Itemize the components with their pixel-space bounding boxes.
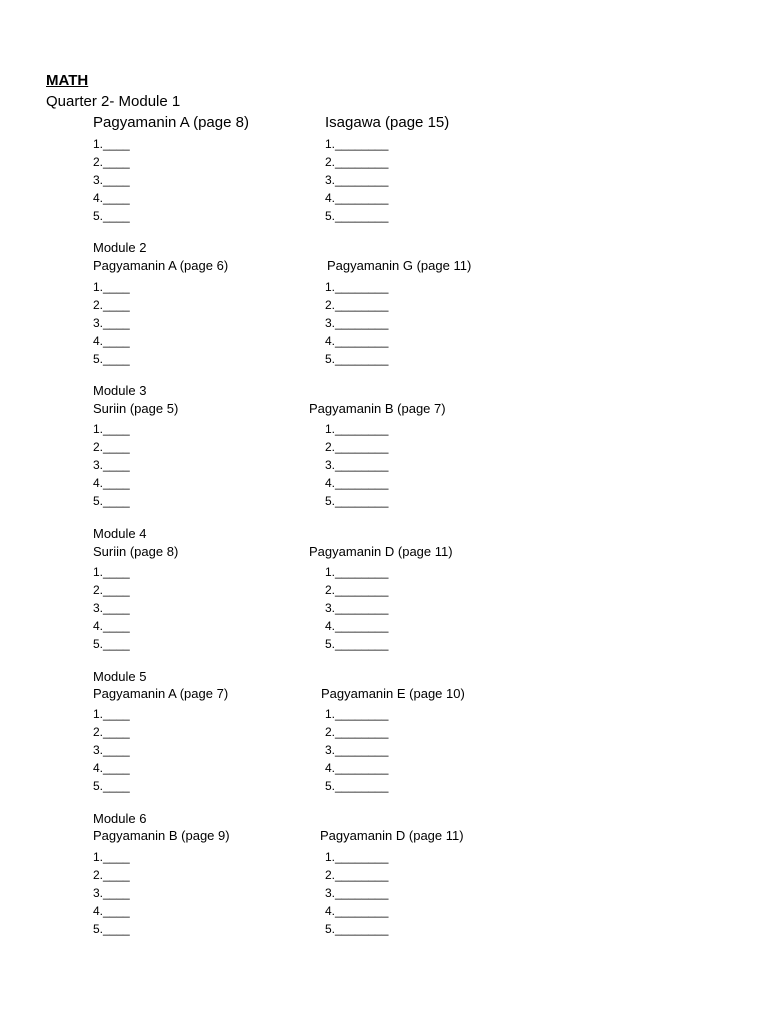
answer-blank[interactable]: 4.____ <box>93 476 130 490</box>
module-5-right-heading: Pagyamanin E (page 10) <box>321 686 465 701</box>
answer-blank[interactable]: 1.____ <box>93 422 130 436</box>
answer-blank[interactable]: 1.________ <box>325 565 389 579</box>
answer-blank[interactable]: 5.________ <box>325 352 389 366</box>
answer-blank[interactable]: 2.________ <box>325 440 389 454</box>
answer-blank[interactable]: 5.____ <box>93 922 130 936</box>
module-1-right-answers <box>325 136 388 226</box>
answer-blank[interactable]: 4.________ <box>325 619 389 633</box>
answer-blank[interactable]: 5.________ <box>325 209 389 223</box>
module-1-right-heading: Isagawa (page 15) <box>325 114 450 131</box>
answer-blank[interactable]: 5.____ <box>93 637 130 651</box>
answer-blank[interactable]: 3.________ <box>325 886 389 900</box>
answer-blank[interactable]: 3.____ <box>93 886 130 900</box>
module-2-right-heading: Pagyamanin G (page 11) <box>327 258 472 273</box>
module-2-left-heading: Pagyamanin A (page 6) <box>93 258 229 273</box>
answer-blank[interactable]: 1.________ <box>325 422 389 436</box>
answer-blank[interactable]: 4.____ <box>93 191 130 205</box>
answer-blank[interactable]: 2.________ <box>325 583 389 597</box>
answer-blank[interactable]: 1.____ <box>93 565 130 579</box>
document-subtitle: Quarter 2- Module 1 <box>46 93 181 110</box>
module-1-left-heading: Pagyamanin A (page 8) <box>93 114 249 131</box>
answer-blank[interactable]: 1.____ <box>93 850 130 864</box>
answer-blank[interactable]: 1.____ <box>93 280 130 294</box>
module-2-label: Module 2 <box>93 240 147 255</box>
answer-blank[interactable]: 3.____ <box>93 316 130 330</box>
answer-blank[interactable]: 4.____ <box>93 904 130 918</box>
module-1-left-answers <box>93 136 130 226</box>
module-4-right-heading: Pagyamanin D (page 11) <box>309 544 453 559</box>
answer-blank[interactable]: 2.____ <box>93 155 130 169</box>
module-3-left-answers <box>93 421 130 511</box>
module-3-left-heading: Suriin (page 5) <box>93 401 179 416</box>
answer-blank[interactable]: 2.____ <box>93 298 130 312</box>
answer-blank[interactable]: 4.________ <box>325 476 389 490</box>
module-5-label: Module 5 <box>93 669 147 684</box>
document-title: MATH <box>46 72 89 89</box>
module-3-right-answers <box>325 421 388 511</box>
answer-blank[interactable]: 1.________ <box>325 280 389 294</box>
answer-blank[interactable]: 2.________ <box>325 155 389 169</box>
module-5-right-answers <box>325 706 388 796</box>
answer-blank[interactable]: 5.________ <box>325 779 389 793</box>
answer-blank[interactable]: 3.________ <box>325 173 389 187</box>
answer-blank[interactable]: 4.________ <box>325 761 389 775</box>
answer-blank[interactable]: 4.____ <box>93 761 130 775</box>
answer-blank[interactable]: 1.________ <box>325 137 389 151</box>
answer-blank[interactable]: 2.____ <box>93 583 130 597</box>
module-5-left-heading: Pagyamanin A (page 7) <box>93 686 229 701</box>
module-3-label: Module 3 <box>93 383 147 398</box>
answer-blank[interactable]: 5.____ <box>93 352 130 366</box>
answer-blank[interactable]: 3.____ <box>93 601 130 615</box>
answer-blank[interactable]: 3.________ <box>325 743 389 757</box>
answer-blank[interactable]: 4.________ <box>325 334 389 348</box>
answer-blank[interactable]: 3.________ <box>325 316 389 330</box>
module-6-left-answers <box>93 849 130 939</box>
answer-blank[interactable]: 3.________ <box>325 458 389 472</box>
module-6-label: Module 6 <box>93 811 147 826</box>
module-5-left-answers <box>93 706 130 796</box>
answer-blank[interactable]: 5.____ <box>93 779 130 793</box>
module-4-left-heading: Suriin (page 8) <box>93 544 179 559</box>
module-4-right-answers <box>325 564 388 654</box>
answer-blank[interactable]: 3.________ <box>325 601 389 615</box>
module-4-label: Module 4 <box>93 526 147 541</box>
answer-blank[interactable]: 2.________ <box>325 868 389 882</box>
module-6-right-answers <box>325 849 388 939</box>
answer-blank[interactable]: 4.________ <box>325 191 389 205</box>
answer-blank[interactable]: 5.____ <box>93 494 130 508</box>
answer-blank[interactable]: 5.________ <box>325 637 389 651</box>
answer-blank[interactable]: 5.____ <box>93 209 130 223</box>
answer-blank[interactable]: 5.________ <box>325 922 389 936</box>
module-4-left-answers <box>93 564 130 654</box>
answer-blank[interactable]: 3.____ <box>93 458 130 472</box>
answer-blank[interactable]: 3.____ <box>93 743 130 757</box>
answer-blank[interactable]: 1.____ <box>93 137 130 151</box>
answer-blank[interactable]: 4.________ <box>325 904 389 918</box>
answer-blank[interactable]: 2.____ <box>93 440 130 454</box>
answer-blank[interactable]: 2.________ <box>325 725 389 739</box>
module-3-right-heading: Pagyamanin B (page 7) <box>309 401 446 416</box>
module-2-right-answers <box>325 279 388 369</box>
answer-blank[interactable]: 3.____ <box>93 173 130 187</box>
answer-blank[interactable]: 2.____ <box>93 725 130 739</box>
answer-blank[interactable]: 5.________ <box>325 494 389 508</box>
module-6-left-heading: Pagyamanin B (page 9) <box>93 828 230 843</box>
answer-blank[interactable]: 2.________ <box>325 298 389 312</box>
answer-blank[interactable]: 4.____ <box>93 334 130 348</box>
answer-blank[interactable]: 1.________ <box>325 850 389 864</box>
module-6-right-heading: Pagyamanin D (page 11) <box>320 828 464 843</box>
answer-blank[interactable]: 2.____ <box>93 868 130 882</box>
module-2-left-answers <box>93 279 130 369</box>
answer-blank[interactable]: 4.____ <box>93 619 130 633</box>
answer-blank[interactable]: 1.________ <box>325 707 389 721</box>
answer-blank[interactable]: 1.____ <box>93 707 130 721</box>
